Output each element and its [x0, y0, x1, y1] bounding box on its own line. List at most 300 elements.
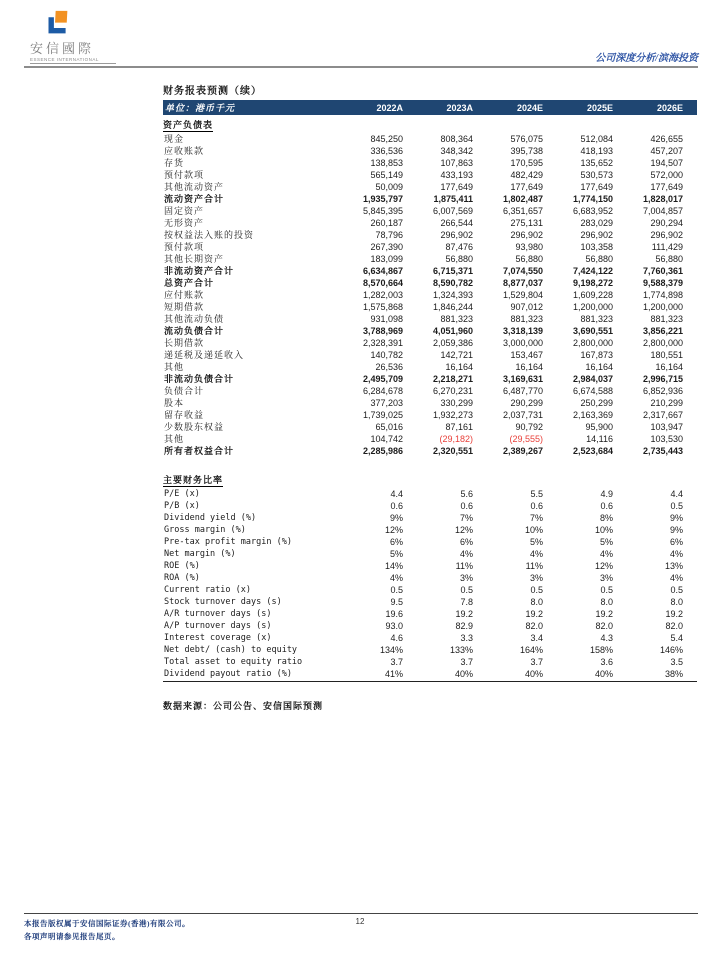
row-label: Dividend payout ratio (%) — [164, 669, 292, 679]
cell-value: 3.7 — [460, 657, 473, 667]
cell-value: 167,873 — [580, 350, 613, 360]
cell-value: 907,012 — [510, 302, 543, 312]
table-row — [163, 500, 697, 512]
copyright-line1: 本报告版权属于安信国际证券(香港)有限公司。 — [24, 919, 190, 928]
table-row — [163, 181, 697, 193]
cell-value: 1,575,868 — [362, 302, 403, 312]
row-label: 流动负债合计 — [164, 326, 225, 336]
row-label: 长期借款 — [164, 338, 205, 348]
cell-value: 14% — [384, 561, 403, 571]
cell-value: 1,282,003 — [362, 290, 403, 300]
cell-value: 0.6 — [460, 501, 473, 511]
cell-value: 8,570,664 — [362, 278, 403, 288]
cell-value: 1,529,804 — [502, 290, 543, 300]
cell-value: 1,200,000 — [642, 302, 683, 312]
cell-value: 19.2 — [525, 609, 543, 619]
row-label: 其他长期资产 — [164, 254, 225, 264]
cell-value: 2,163,369 — [572, 410, 613, 420]
cell-value: 12% — [384, 525, 403, 535]
cell-value: 56,880 — [655, 254, 683, 264]
cell-value: 158% — [589, 645, 613, 655]
cell-value: 9% — [669, 513, 683, 523]
cell-value: 95,900 — [585, 422, 613, 432]
table-row — [163, 325, 697, 337]
cell-value: 40% — [454, 669, 473, 679]
row-label: Net debt/ (cash) to equity — [164, 645, 298, 655]
cell-value: 9,198,272 — [572, 278, 613, 288]
cell-value: 1,609,228 — [572, 290, 613, 300]
cell-value: (29,182) — [439, 434, 473, 444]
cell-value: 8,877,037 — [502, 278, 543, 288]
row-label: 无形资产 — [164, 218, 205, 228]
cell-value: 177,649 — [650, 182, 683, 192]
row-label: 预付款项 — [164, 170, 205, 180]
table-body — [163, 115, 697, 680]
cell-value: 5.5 — [530, 489, 543, 499]
table-row — [163, 409, 697, 421]
cell-value: 565,149 — [370, 170, 403, 180]
row-label: 按权益法入账的投资 — [164, 230, 255, 240]
section-title: 主要财务比率 — [163, 475, 224, 485]
cell-value: 194,507 — [650, 158, 683, 168]
cell-value: 433,193 — [440, 170, 473, 180]
cell-value: 5% — [599, 537, 613, 547]
row-label: 少数股东权益 — [164, 422, 225, 432]
column-header-year: 2024E — [516, 102, 543, 113]
cell-value: 3,690,551 — [572, 326, 613, 336]
table-title: 财务报表预测（续） — [163, 86, 262, 97]
table-row — [163, 169, 697, 181]
cell-value: 6,674,588 — [572, 386, 613, 396]
cell-value: 4% — [389, 573, 403, 583]
cell-value: 6,487,770 — [502, 386, 543, 396]
cell-value: 210,299 — [650, 398, 683, 408]
cell-value: 19.6 — [385, 609, 403, 619]
cell-value: 103,947 — [650, 422, 683, 432]
table-row — [163, 397, 697, 409]
cell-value: 395,738 — [510, 146, 543, 156]
cell-value: 296,902 — [510, 230, 543, 240]
row-label: Pre-tax profit margin (%) — [164, 537, 292, 547]
table-row — [163, 596, 697, 608]
cell-value: 7,074,550 — [502, 266, 543, 276]
table-row — [163, 572, 697, 584]
cell-value: 2,523,684 — [572, 446, 613, 456]
cell-value: 82.0 — [665, 621, 683, 631]
cell-value: 5.6 — [460, 489, 473, 499]
brand-name-cn: 安信國際 — [30, 41, 95, 56]
table-row — [163, 632, 697, 644]
cell-value: 3.7 — [530, 657, 543, 667]
row-label: P/E (x) — [164, 489, 200, 499]
footer-divider — [24, 913, 698, 914]
cell-value: 6,683,952 — [572, 206, 613, 216]
table-row — [163, 205, 697, 217]
cell-value: 9% — [389, 513, 403, 523]
cell-value: 16,164 — [515, 362, 543, 372]
cell-value: 12% — [454, 525, 473, 535]
table-row — [163, 656, 697, 668]
cell-value: 7.8 — [460, 597, 473, 607]
cell-value: 572,000 — [650, 170, 683, 180]
cell-value: 6,284,678 — [362, 386, 403, 396]
cell-value: 87,476 — [445, 242, 473, 252]
cell-value: 808,364 — [440, 134, 473, 144]
row-label: 所有者权益合计 — [164, 446, 235, 456]
table-bottom-border — [163, 681, 697, 682]
cell-value: 4.4 — [390, 489, 403, 499]
cell-value: 290,299 — [510, 398, 543, 408]
cell-value: 26,536 — [375, 362, 403, 372]
cell-value: 0.6 — [530, 501, 543, 511]
cell-value: 180,551 — [650, 350, 683, 360]
report-category: 公司深度分析/滨海投资 — [595, 53, 698, 64]
cell-value: 111,429 — [651, 242, 683, 252]
cell-value: 0.5 — [530, 585, 543, 595]
row-label: ROA (%) — [164, 573, 200, 583]
cell-value: 512,084 — [580, 134, 613, 144]
cell-value: 8,590,782 — [432, 278, 473, 288]
row-label: Current ratio (x) — [164, 585, 251, 595]
table-row — [163, 349, 697, 361]
cell-value: 6% — [459, 537, 473, 547]
cell-value: 38% — [664, 669, 683, 679]
cell-value: 170,595 — [510, 158, 543, 168]
row-label: ROE (%) — [164, 561, 200, 571]
row-label: 应付账款 — [164, 290, 205, 300]
cell-value: 275,131 — [510, 218, 543, 228]
cell-value: 7% — [529, 513, 543, 523]
cell-value: 3,856,221 — [642, 326, 683, 336]
cell-value: 0.5 — [670, 585, 683, 595]
cell-value: 65,016 — [375, 422, 403, 432]
cell-value: 177,649 — [510, 182, 543, 192]
table-row — [163, 133, 697, 145]
cell-value: 2,328,391 — [362, 338, 403, 348]
row-label: 预付款项 — [164, 242, 205, 252]
cell-value: 93.0 — [385, 621, 403, 631]
cell-value: 104,742 — [370, 434, 403, 444]
row-label: Interest coverage (x) — [164, 633, 272, 643]
table-row — [163, 536, 697, 548]
table-row — [163, 265, 697, 277]
cell-value: 82.9 — [455, 621, 473, 631]
cell-value: 290,294 — [650, 218, 683, 228]
cell-value: 457,207 — [650, 146, 683, 156]
cell-value: 418,193 — [580, 146, 613, 156]
row-label: 短期借款 — [164, 302, 205, 312]
cell-value: 135,652 — [580, 158, 613, 168]
cell-value: 266,544 — [440, 218, 473, 228]
row-label: 其他 — [164, 434, 185, 444]
cell-value: 1,774,898 — [642, 290, 683, 300]
cell-value: 576,075 — [510, 134, 543, 144]
table-row — [163, 241, 697, 253]
cell-value: 93,980 — [515, 242, 543, 252]
cell-value: 103,530 — [650, 434, 683, 444]
cell-value: 3% — [599, 573, 613, 583]
cell-value: 296,902 — [650, 230, 683, 240]
cell-value: 4.9 — [600, 489, 613, 499]
row-label: 其他流动资产 — [164, 182, 225, 192]
cell-value: 16,164 — [585, 362, 613, 372]
cell-value: 2,735,443 — [642, 446, 683, 456]
cell-value: 103,358 — [580, 242, 613, 252]
table-row — [163, 488, 697, 500]
cell-value: 2,800,000 — [572, 338, 613, 348]
table-row — [163, 217, 697, 229]
table-row — [163, 373, 697, 385]
cell-value: 881,323 — [510, 314, 543, 324]
cell-value: 2,037,731 — [502, 410, 543, 420]
cell-value: 56,880 — [445, 254, 473, 264]
cell-value: 10% — [524, 525, 543, 535]
cell-value: 12% — [594, 561, 613, 571]
row-label: Total asset to equity ratio — [164, 657, 303, 667]
cell-value: 7,004,857 — [642, 206, 683, 216]
cell-value: 7,424,122 — [572, 266, 613, 276]
cell-value: (29,555) — [509, 434, 543, 444]
cell-value: 2,984,037 — [572, 374, 613, 384]
table-row — [163, 157, 697, 169]
row-label: 存货 — [164, 158, 185, 168]
cell-value: 2,495,709 — [362, 374, 403, 384]
column-header-year: 2023A — [446, 102, 473, 113]
cell-value: 16,164 — [655, 362, 683, 372]
table-row — [163, 229, 697, 241]
cell-value: 153,467 — [510, 350, 543, 360]
cell-value: 4% — [669, 549, 683, 559]
row-label: 其他流动负债 — [164, 314, 225, 324]
cell-value: 41% — [384, 669, 403, 679]
cell-value: 90,792 — [515, 422, 543, 432]
table-row — [163, 301, 697, 313]
cell-value: 530,573 — [580, 170, 613, 180]
row-label: 固定资产 — [164, 206, 205, 216]
column-header-year: 2022A — [376, 102, 403, 113]
cell-value: 142,721 — [440, 350, 473, 360]
row-label: P/B (x) — [164, 501, 200, 511]
brand-name-en: ESSENCE INTERNATIONAL — [30, 57, 116, 64]
cell-value: 881,323 — [440, 314, 473, 324]
brand-block — [30, 10, 150, 64]
cell-value: 16,164 — [445, 362, 473, 372]
cell-value: 9% — [669, 525, 683, 535]
cell-value: 296,902 — [440, 230, 473, 240]
cell-value: 6,270,231 — [432, 386, 473, 396]
cell-value: 2,285,986 — [362, 446, 403, 456]
cell-value: 426,655 — [650, 134, 683, 144]
table-row — [163, 289, 697, 301]
cell-value: 19.2 — [665, 609, 683, 619]
cell-value: 19.2 — [595, 609, 613, 619]
table-row — [163, 277, 697, 289]
cell-value: 177,649 — [440, 182, 473, 192]
table-row — [163, 608, 697, 620]
cell-value: 164% — [519, 645, 543, 655]
cell-value: 250,299 — [580, 398, 613, 408]
cell-value: 6% — [389, 537, 403, 547]
cell-value: 183,099 — [370, 254, 403, 264]
cell-value: 8.0 — [670, 597, 683, 607]
cell-value: 5,845,395 — [362, 206, 403, 216]
row-label: Dividend yield (%) — [164, 513, 257, 523]
row-label: Gross margin (%) — [164, 525, 246, 535]
cell-value: 82.0 — [595, 621, 613, 631]
cell-value: 3.3 — [460, 633, 473, 643]
row-label: A/R turnover days (s) — [164, 609, 272, 619]
row-label: Stock turnover days (s) — [164, 597, 282, 607]
cell-value: 4% — [529, 549, 543, 559]
table-row — [163, 193, 697, 205]
cell-value: 4% — [459, 549, 473, 559]
cell-value: 14,116 — [586, 434, 613, 444]
cell-value: 177,649 — [580, 182, 613, 192]
cell-value: 3% — [459, 573, 473, 583]
cell-value: 4.6 — [390, 633, 403, 643]
table-row — [163, 253, 697, 265]
cell-value: 6,852,936 — [642, 386, 683, 396]
cell-value: 40% — [594, 669, 613, 679]
cell-value: 283,029 — [580, 218, 613, 228]
cell-value: 3.6 — [600, 657, 613, 667]
cell-value: 267,390 — [370, 242, 403, 252]
cell-value: 0.5 — [390, 585, 403, 595]
cell-value: 87,161 — [445, 422, 473, 432]
cell-value: 78,796 — [375, 230, 403, 240]
cell-value: 13% — [664, 561, 683, 571]
table-row — [163, 337, 697, 349]
cell-value: 40% — [524, 669, 543, 679]
cell-value: 3,318,139 — [502, 326, 543, 336]
cell-value: 6,007,569 — [432, 206, 473, 216]
cell-value: 8.0 — [600, 597, 613, 607]
cell-value: 0.6 — [390, 501, 403, 511]
table-row — [163, 668, 697, 680]
cell-value: 377,203 — [370, 398, 403, 408]
table-row — [163, 385, 697, 397]
section-title: 资产负债表 — [163, 120, 214, 130]
cell-value: 9.5 — [390, 597, 403, 607]
cell-value: 2,218,271 — [432, 374, 473, 384]
cell-value: 4% — [669, 573, 683, 583]
essence-logo-icon — [44, 10, 71, 37]
cell-value: 5.4 — [670, 633, 683, 643]
cell-value: 0.6 — [600, 501, 613, 511]
cell-value: 330,299 — [440, 398, 473, 408]
cell-value: 1,875,411 — [433, 194, 473, 204]
cell-value: 6,634,867 — [362, 266, 403, 276]
table-row — [163, 361, 697, 373]
row-label: 其他 — [164, 362, 185, 372]
header-divider — [24, 66, 698, 68]
cell-value: 1,324,393 — [432, 290, 473, 300]
table-row — [163, 421, 697, 433]
table-row — [163, 584, 697, 596]
cell-value: 1,932,273 — [432, 410, 473, 420]
cell-value: 5% — [529, 537, 543, 547]
cell-value: 56,880 — [515, 254, 543, 264]
cell-value: 1,200,000 — [572, 302, 613, 312]
cell-value: 2,996,715 — [642, 374, 683, 384]
cell-value: 140,782 — [370, 350, 403, 360]
table-row — [163, 548, 697, 560]
cell-value: 3,788,969 — [362, 326, 403, 336]
cell-value: 845,250 — [370, 134, 403, 144]
table-row — [163, 145, 697, 157]
cell-value: 482,429 — [510, 170, 543, 180]
cell-value: 107,863 — [440, 158, 473, 168]
cell-value: 0.5 — [600, 585, 613, 595]
cell-value: 19.2 — [455, 609, 473, 619]
table-row — [163, 524, 697, 536]
cell-value: 3.5 — [670, 657, 683, 667]
cell-value: 1,774,150 — [572, 194, 613, 204]
table-row — [163, 644, 697, 656]
cell-value: 1,935,797 — [362, 194, 403, 204]
row-label: A/P turnover days (s) — [164, 621, 272, 631]
table-header-row — [163, 100, 697, 115]
row-label: 留存收益 — [164, 410, 205, 420]
page-header — [24, 8, 698, 66]
cell-value: 82.0 — [525, 621, 543, 631]
cell-value: 1,739,025 — [362, 410, 403, 420]
cell-value: 3% — [529, 573, 543, 583]
data-source-note: 数据来源：公司公告、安信国际预测 — [163, 701, 324, 711]
cell-value: 9,588,379 — [642, 278, 683, 288]
cell-value: 6,715,371 — [432, 266, 473, 276]
cell-value: 3,169,631 — [502, 374, 543, 384]
cell-value: 138,853 — [370, 158, 403, 168]
row-label: 现金 — [164, 134, 185, 144]
row-label: 非流动资产合计 — [164, 266, 235, 276]
cell-value: 3.4 — [530, 633, 543, 643]
cell-value: 296,902 — [580, 230, 613, 240]
cell-value: 4.3 — [600, 633, 613, 643]
cell-value: 336,536 — [370, 146, 403, 156]
cell-value: 2,389,267 — [502, 446, 543, 456]
row-label: 递延税及递延收入 — [164, 350, 245, 360]
cell-value: 3.7 — [390, 657, 403, 667]
column-header-year: 2025E — [586, 102, 613, 113]
cell-value: 11% — [455, 561, 473, 571]
table-row — [163, 445, 697, 457]
row-label: 负债合计 — [164, 386, 205, 396]
cell-value: 8% — [599, 513, 613, 523]
copyright-line2: 各项声明请参见报告尾页。 — [24, 932, 120, 941]
row-label: 非流动负债合计 — [164, 374, 235, 384]
cell-value: 4.4 — [670, 489, 683, 499]
cell-value: 4,051,960 — [432, 326, 473, 336]
cell-value: 134% — [379, 645, 403, 655]
row-label: 流动资产合计 — [164, 194, 225, 204]
cell-value: 4% — [599, 549, 613, 559]
cell-value: 2,800,000 — [642, 338, 683, 348]
cell-value: 881,323 — [650, 314, 683, 324]
cell-value: 1,828,017 — [642, 194, 683, 204]
cell-value: 1,846,244 — [432, 302, 473, 312]
cell-value: 2,317,667 — [642, 410, 683, 420]
cell-value: 1,802,487 — [502, 194, 543, 204]
cell-value: 2,059,386 — [432, 338, 473, 348]
section-spacer — [163, 457, 697, 470]
cell-value: 56,880 — [585, 254, 613, 264]
page-number: 12 — [355, 917, 365, 926]
table-row — [163, 433, 697, 445]
table-row — [163, 560, 697, 572]
unit-label: 单位：港币千元 — [165, 103, 236, 113]
cell-value: 6,351,657 — [502, 206, 543, 216]
